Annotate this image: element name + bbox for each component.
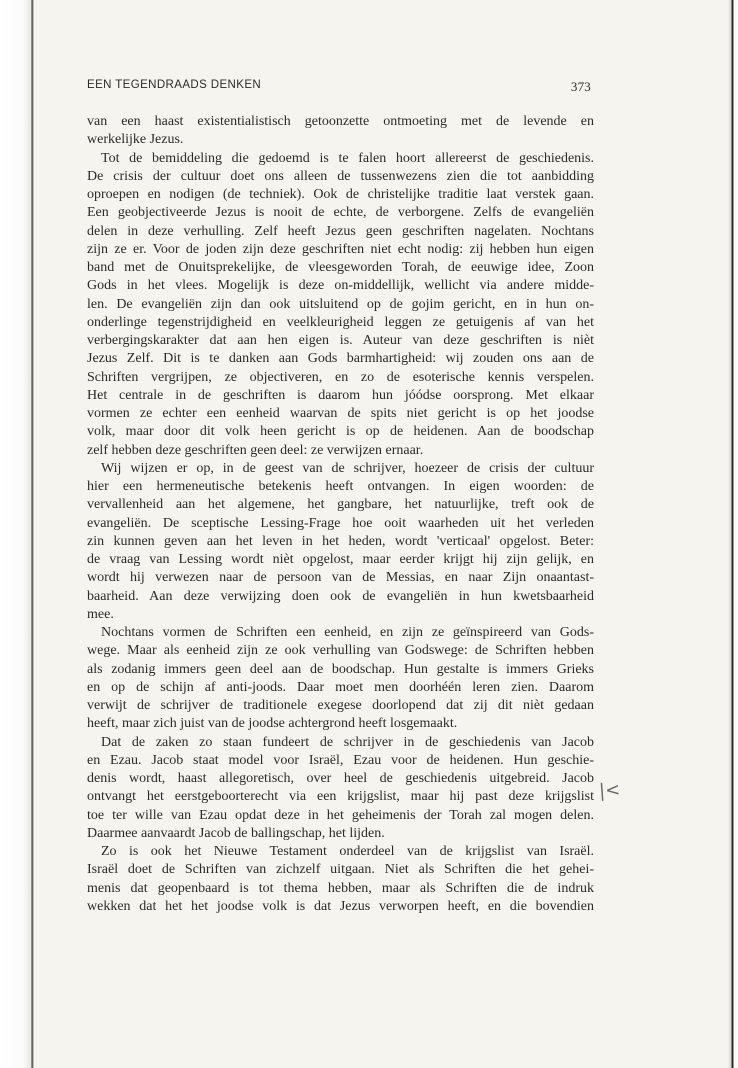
page-right-edge <box>728 0 738 1068</box>
text-line: zijn ze er. Voor de joden zijn deze geschriften niet echt nodig: zij hebben hun eigen <box>87 241 594 257</box>
text-line: wege. Maar als eenheid zijn ze ook verhulling van Godswege: de Schriften hebben <box>87 643 594 659</box>
text-line: Daarmee aanvaardt Jacob de ballingschap, het lijden. <box>87 825 385 841</box>
text-line: Zo is ook het Nieuwe Testament onderdeel van de krijgslist van Israël. <box>101 844 594 859</box>
text-line: evangeliën. De sceptische Lessing-Frage hoe ooit waarheden uit het verleden <box>87 515 594 531</box>
handwritten-margin-mark: |< <box>598 779 621 802</box>
text-line: baarheid. Aan deze verwijzing doen ook de evangeliën in hun kwetsbaarheid <box>87 588 594 604</box>
text-line: Gods in het vlees. Mogelijk is deze on-middellijk, wellicht via andere midde- <box>87 278 594 294</box>
text-line: hier een hermeneutische betekenis heeft ontvangen. In eigen woorden: de <box>87 479 594 494</box>
running-title: EEN TEGENDRAADS DENKEN <box>87 79 262 91</box>
text-line: verbergingskarakter dat aan hen eigen is. Auteur van deze geschriften is nièt <box>87 333 594 348</box>
page-left-edge <box>0 0 34 1068</box>
text-line: menis dat geopenbaard is tot thema hebben, maar als Schriften die de indruk <box>87 880 594 896</box>
text-line: Dat de zaken zo staan fundeert de schrijver in de geschiedenis van Jacob <box>101 734 594 750</box>
text-line: wordt hij verwezen naar de persoon van de Messias, en naar Zijn onaantast- <box>87 570 594 586</box>
body-text <box>87 113 594 916</box>
text-line: len. De evangeliën zijn dan ook uitsluitend op de gojim gericht, en in hun on- <box>87 296 594 312</box>
text-line: van een haast existentialistisch getoonzette ontmoeting met de levende en <box>87 114 594 129</box>
text-line: heeft, maar zich juist van de joodse achtergrond heeft losgemaakt. <box>87 716 458 732</box>
running-header <box>87 79 591 95</box>
text-line: Schriften vergrijpen, ze objectiveren, en zo de esoterische kennis verspelen. <box>87 369 594 385</box>
text-line: verwijt de schrijver de traditionele exegese doorlopend dat zij dit nièt gedaan <box>87 698 594 713</box>
text-line: en op de schijn af anti-joods. Daar moet men doorhéén leren zien. Daarom <box>87 679 594 695</box>
text-line: Wij wijzen er op, in de geest van de schrijver, hoezeer de crisis der cultuur <box>101 460 594 476</box>
text-line: delen in deze verhulling. Zelf heeft Jezus geen geschriften nagelaten. Nochtans <box>87 223 594 239</box>
text-line: toe ter wille van Ezau opdat deze in het geheimenis der Torah zal mogen delen. <box>87 807 594 823</box>
text-line: Een geobjectiveerde Jezus is nooit de echte, de verborgene. Zelfs de evangeliën <box>87 205 594 221</box>
text-line: Israël doet de Schriften van zichzelf uitgaan. Niet als Schriften die het gehei- <box>87 862 594 878</box>
text-line: volk, maar door dit volk heen gericht is op de heidenen. Aan de boodschap <box>87 424 594 440</box>
text-line: vormen ze echter een eenheid waarvan de spits niet gericht is op het joodse <box>87 406 594 421</box>
text-line: band met de Onuitsprekelijke, de vleesgeworden Torah, de eeuwige idee, Zoon <box>87 260 594 275</box>
page-number: 373 <box>570 79 591 94</box>
text-line: wekken dat het het joodse volk is dat Jezus verworpen heeft, en die bovendien <box>87 898 594 914</box>
text-line: mee. <box>87 606 114 622</box>
text-line: Het centrale in de geschriften is daarom hun jóódse oorsprong. Met elkaar <box>87 387 594 403</box>
text-line: Jezus Zelf. Dit is te danken aan Gods barmhartigheid: wij zouden ons aan de <box>87 351 594 367</box>
text-line: werkelijke Jezus. <box>87 132 184 148</box>
text-line: als zodanig immers geen deel aan de boodschap. Hun gestalte is immers Grieks <box>87 661 594 677</box>
text-line: zin kunnen geven aan het leven in het heden, wordt 'verticaal' opgelost. Beter: <box>87 533 594 549</box>
text-line: zelf hebben deze geschriften geen deel: ze verwijzen ernaar. <box>87 442 424 458</box>
text-line: vervallenheid aan het algemene, het gangbare, het natuurlijke, treft ook de <box>87 497 594 513</box>
text-line: de vraag van Lessing wordt nièt opgelost, maar eerder krijgt hij zijn gelijk, en <box>87 552 594 567</box>
text-line: denis wordt, haast allegoretisch, over heel de geschiedenis uitgebreid. Jacob <box>87 771 594 786</box>
text-line: en Ezau. Jacob staat model voor Israël, Ezau voor de heidenen. Hun geschie- <box>87 752 594 768</box>
text-line: De crisis der cultuur doet ons alleen de tussenwezens zien die tot aanbidding <box>87 168 594 184</box>
text-line: Nochtans vormen de Schriften een eenheid, en zijn ze geïnspireerd van Gods- <box>101 625 594 640</box>
text-line: ontvangt het eerstgeboorterecht via een krijgslist, maar hij past deze krijgslist <box>87 789 594 805</box>
text-line: onderlinge tegenstrijdigheid en veelkleurigheid leggen ze getuigenis af van het <box>87 314 594 330</box>
text-line: Tot de bemiddeling die gedoemd is te falen hoort allereerst de geschiedenis. <box>101 150 594 166</box>
text-line: oproepen en nodigen (de techniek). Ook de christelijke traditie laat verstek gaan. <box>87 187 594 202</box>
